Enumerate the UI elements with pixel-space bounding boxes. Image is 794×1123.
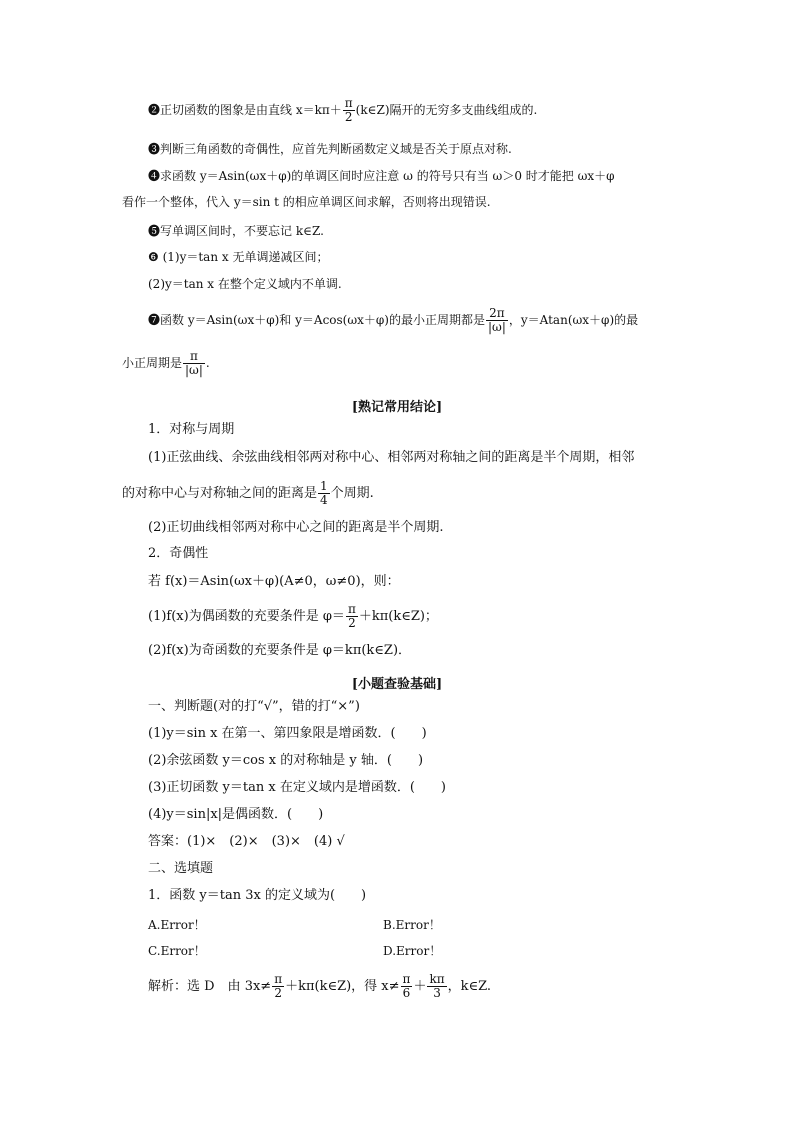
note-3: ❸判断三角函数的奇偶性，应首先判断函数定义域是否关于原点对称. [148, 142, 512, 156]
solution-line [148, 973, 491, 1000]
item-2-para-2: (2)f(x)为奇函数的充要条件是 φ＝kπ(k∈Z)． [148, 643, 412, 658]
note-2-text: ❷正切函数的图象是由直线 x＝kπ＋ [148, 103, 342, 117]
item-2-para-1 [148, 603, 438, 630]
answer-line: 答案：(1)× (2)× (3)× (4) √ [148, 834, 345, 849]
frac-numerator: π [183, 350, 205, 364]
note-6-line-2: (2)y＝tan x 在整个定义域内不单调. [148, 277, 342, 291]
option-c: C.Error！ [148, 944, 206, 958]
true-false-q2: (2)余弦函数 y＝cos x 的对称轴是 y 轴．( ) [148, 753, 424, 768]
frac-denominator: 4 [320, 493, 328, 507]
solution-text-mid: ＋kπ(k∈Z)，得 x≠ [285, 979, 400, 994]
note-7-text-end: ，y＝Atan(ωx＋φ)的最 [508, 313, 639, 327]
item-2-para-1-text-end: ＋kπ(k∈Z)； [358, 609, 438, 624]
note-2 [148, 97, 537, 124]
frac-denominator: 2 [344, 110, 353, 124]
note-7-text: ❼函数 y＝Asin(ωx＋φ)和 y＝Acos(ωx＋φ)的最小正周期都是 [148, 313, 485, 327]
solution-plus: ＋ [413, 979, 427, 994]
note-5: ❺写单调区间时，不要忘记 k∈Z. [148, 224, 324, 238]
item-1-para-1-text: 的对称中心与对称轴之间的距离是 [122, 486, 318, 501]
frac-numerator: π [347, 602, 356, 616]
note-7-line-2-text: 小正周期是 [122, 356, 183, 370]
fraction [401, 973, 413, 1000]
option-d: D.Error！ [383, 944, 442, 958]
frac-denominator: |ω| [185, 363, 203, 377]
frac-numerator: kπ [429, 972, 445, 986]
note-7-line-2-end: . [205, 356, 210, 370]
fraction [427, 973, 446, 1000]
section-heading-basic-exercises: [小题查验基础] [351, 677, 443, 692]
true-false-title: 一、判断题(对的打“√”，错的打“×”) [148, 699, 360, 714]
frac-denominator: |ω| [488, 320, 506, 334]
item-1-para-1-line-2 [122, 480, 374, 507]
item-1-title: 1．对称与周期 [148, 422, 235, 437]
note-7-line-2 [122, 350, 210, 377]
fraction [272, 973, 284, 1000]
true-false-q4: (4)y＝sin|x|是偶函数．( ) [148, 807, 324, 822]
note-6-line-1: ❻ (1)y＝tan x 无单调递减区间； [148, 250, 329, 264]
option-a: A.Error！ [148, 918, 206, 932]
note-4-line-1: ❹求函数 y＝Asin(ωx＋φ)的单调区间时应注意 ω 的符号只有当 ω＞0 时才能把 ωx＋φ [148, 169, 615, 183]
fraction [318, 480, 330, 507]
frac-numerator: π [274, 972, 283, 986]
solution-text: 解析：选 D 由 3x≠ [148, 979, 272, 994]
true-false-q1: (1)y＝sin x 在第一、第四象限是增函数．( ) [148, 726, 427, 741]
frac-denominator: 2 [348, 616, 356, 630]
frac-numerator: 2π [486, 307, 508, 321]
item-1-para-1-line-1: (1)正弦曲线、余弦曲线相邻两对称中心、相邻两对称轴之间的距离是半个周期，相邻 [148, 450, 635, 465]
note-4-line-2: 看作一个整体，代入 y＝sin t 的相应单调区间求解，否则将出现错误. [122, 195, 491, 209]
fraction [346, 603, 358, 630]
frac-numerator: 1 [320, 479, 328, 493]
frac-numerator: π [402, 972, 411, 986]
true-false-q3: (3)正切函数 y＝tan x 在定义域内是增函数．( ) [148, 780, 446, 795]
note-7-line-1 [148, 307, 638, 334]
solution-text-end: ，k∈Z. [447, 979, 492, 994]
item-2-para-1-text: (1)f(x)为偶函数的充要条件是 φ＝ [148, 609, 345, 624]
mc-question-1: 1．函数 y＝tan 3x 的定义域为( ) [148, 888, 367, 903]
section-heading-common-conclusions: [熟记常用结论] [351, 400, 443, 415]
option-b: B.Error！ [383, 918, 441, 932]
item-2-title: 2．奇偶性 [148, 546, 209, 561]
fraction [183, 350, 205, 377]
note-2-text-end: (k∈Z)隔开的无穷多支曲线组成的. [355, 103, 538, 117]
item-1-para-2: (2)正切曲线相邻两对称中心之间的距离是半个周期. [148, 520, 444, 535]
frac-denominator: 6 [402, 986, 411, 1000]
fraction [343, 97, 355, 124]
frac-denominator: 2 [274, 986, 282, 1000]
item-2-intro: 若 f(x)＝Asin(ωx＋φ)(A≠0，ω≠0)，则： [148, 574, 400, 589]
frac-denominator: 3 [433, 986, 441, 1000]
fill-choice-title: 二、选填题 [148, 861, 214, 876]
fraction [486, 307, 508, 334]
frac-numerator: π [344, 96, 353, 110]
item-1-para-1-text-end: 个周期. [330, 486, 374, 501]
